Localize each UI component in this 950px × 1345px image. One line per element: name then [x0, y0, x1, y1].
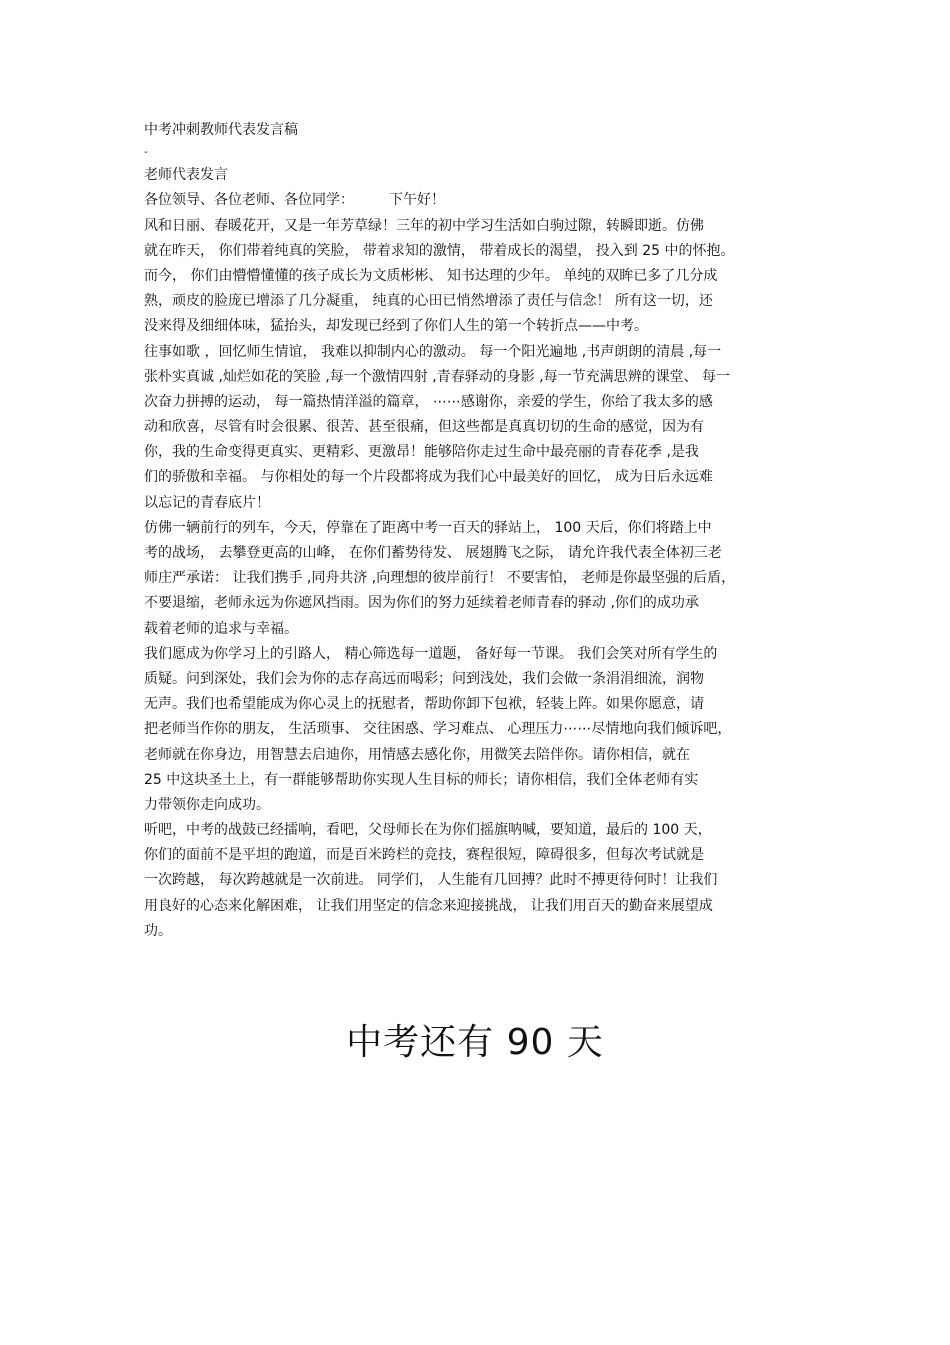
text-line: 无声。我们也希望能成为你心灵上的抚慰者，帮助你卸下包袱，轻装上阵。如果你愿意，请 — [144, 696, 704, 713]
text-line: 师庄严承诺： 让我们携手 ,同舟共济 ,向理想的彼岸前行！ 不要害怕， 老师是你最坚强的后盾， — [144, 570, 736, 587]
text-line: 们的骄傲和幸福。 与你相处的每一个片段都将成为我们心中最美好的回忆， 成为日后永远难 — [144, 469, 713, 486]
text-line: 你，我的生命变得更真实、更精彩、更激昂！能够陪你走过生命中最亮丽的青春花季 ,是我 — [144, 444, 699, 461]
text-line: 把老师当作你的朋友， 生活琐事、 交往困惑、学习难点、 心理压力⋯⋯尽情地向我们倾诉吧， — [144, 721, 732, 738]
text-line: 载着老师的追求与幸福。 — [144, 620, 298, 637]
text-line: 不要退缩，老师永远为你遮风挡雨。因为你们的努力延续着老师青春的驿动 ,你们的成功承 — [144, 595, 699, 612]
text-line: 往事如歌 ，回忆师生情谊， 我难以抑制内心的激动。 每一个阳光遍地 ,书声朗朗的清晨 ,每一 — [144, 343, 722, 360]
text-line: 质疑。问到深处，我们会为你的志存高远而喝彩；问到浅处，我们会做一条涓涓细流，润物 — [144, 670, 704, 687]
document-title: 中考冲刺教师代表发言稿 — [144, 122, 298, 138]
text-line: 听吧，中考的战鼓已经擂响，看吧，父母师长在为你们摇旗呐喊，要知道，最后的 100 天， — [144, 822, 712, 839]
subtitle: 老师代表发言 — [144, 167, 228, 184]
text-line: 仿佛一辆前行的列车，今天，停靠在了距离中考一百天的驿站上， 100 天后，你们将踏上中 — [144, 519, 712, 536]
speech-text — [144, 118, 809, 944]
text-line: 我们愿成为你学习上的引路人， 精心筛选每一道题， 备好每一节课。 我们会笑对所有学生的 — [144, 645, 718, 662]
countdown-heading: 中考还有 90 天 — [346, 1022, 604, 1063]
text-line: 动和欣喜，尽管有时会很累、很苦、甚至很痛，但这些都是真真切切的生命的感觉，因为有 — [144, 419, 704, 436]
text-line: 用良好的心态来化解困难， 让我们用坚定的信念来迎接挑战， 让我们用百天的勤奋来展望成 — [144, 897, 713, 914]
text-line: 而今， 你们由懵懵懂懂的孩子成长为文质彬彬、 知书达理的少年。 单纯的双眸已多了几分成 — [144, 267, 718, 284]
text-line: 功。 — [144, 922, 172, 939]
text-line: 次奋力拼搏的运动， 每一篇热情洋溢的篇章， ⋯⋯感谢你，亲爱的学生，你给了我太多的感 — [144, 393, 713, 410]
text-line: 张朴实真诚 ,灿烂如花的笑脸 ,每一个激情四射 ,青春驿动的身影 ,每一节充满思辨的课堂、 每一 — [144, 368, 731, 385]
text-line: 以忘记的青春底片！ — [144, 494, 270, 511]
text-line: 你们的面前不是平坦的跑道，而是百米跨栏的竞技，赛程很短，障碍很多，但每次考试就是 — [144, 847, 704, 864]
text-line: 老师就在你身边，用智慧去启迪你，用情感去感化你，用微笑去陪伴你。请你相信，就在 — [144, 746, 690, 763]
text-line: 25 中这块圣土上，有一群能够帮助你实现人生目标的师长；请你相信，我们全体老师有实 — [144, 771, 699, 788]
greeting: 各位领导、各位老师、各位同学： 下午好！ — [144, 192, 445, 209]
text-line: 一次跨越， 每次跨越就是一次前进。 同学们， 人生能有几回搏？此时不搏更待何时！让我们 — [144, 872, 718, 889]
text-line: 熟，顽皮的脸庞已增添了几分凝重， 纯真的心田已悄然增添了责任与信念！ 所有这一切，还 — [144, 293, 713, 310]
text-line: 风和日丽、春暖花开，又是一年芳草绿！三年的初中学习生活如白驹过隙，转瞬即逝。仿佛 — [144, 217, 704, 234]
text-line: 没来得及细细体味，猛抬头，却发现已经到了你们人生的第一个转折点——中考。 — [144, 318, 648, 335]
text-line: 就在昨天， 你们带着纯真的笑脸， 带着求知的激情， 带着成长的渴望， 投入到 25 中的怀抱。 — [144, 242, 735, 259]
text-line: 考的战场， 去攀登更高的山峰， 在你们蓄势待发、 展翅腾飞之际， 请允许我代表全体初三老 — [144, 545, 722, 561]
separator: - — [144, 147, 148, 159]
text-line: 力带领你走向成功。 — [144, 796, 270, 813]
